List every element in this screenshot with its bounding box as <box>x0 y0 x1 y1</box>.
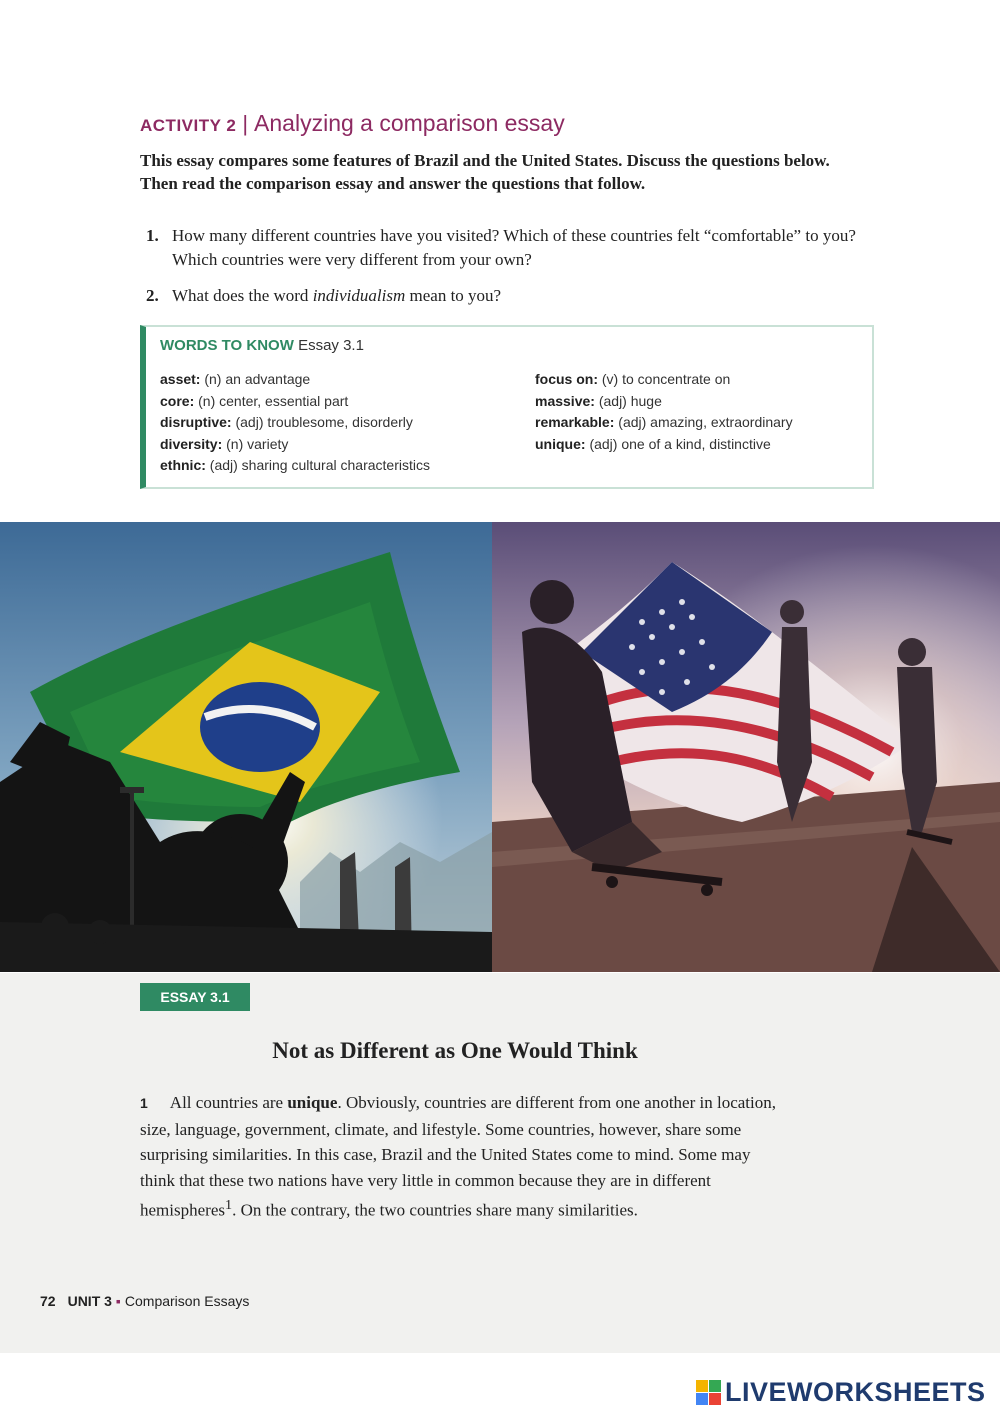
page-number: 72 <box>40 1293 56 1309</box>
vocab-entry <box>535 412 793 434</box>
vocab-term: diversity: <box>160 435 223 452</box>
usa-flag-skateboard-photo <box>492 522 1000 972</box>
words-to-know-label: WORDS TO KNOW <box>160 337 294 354</box>
vocab-term: core: <box>160 392 195 409</box>
activity-instructions: This essay compares some features of Brazil and the United States. Discuss the questions below. Then read the comparison essay and answer the questions that follow. <box>140 151 830 193</box>
question-emphasis: individualism <box>312 286 406 305</box>
vocab-entry <box>535 434 793 456</box>
vocab-entry <box>535 391 793 413</box>
vocab-definition: (adj) sharing cultural characteristics <box>209 457 430 474</box>
paragraph-text: . On the contrary, the two countries share many similarities. <box>232 1200 638 1220</box>
question-text-part: What does the word <box>172 286 313 305</box>
footer-section: Comparison Essays <box>124 1293 250 1309</box>
vocab-entry <box>160 391 430 413</box>
paragraph-text: . Obviously, countries are different from one another in location, size, language, government, climate, and lifestyle. Some countries, however, share some surprising similarities. In this case, Brazil and the United States come to mind. Some may think that these two nations have very little in common because they are in different hemispheres <box>140 1093 777 1220</box>
question-1 <box>146 224 896 272</box>
essay-title: Not as Different as One Would Think <box>272 1038 638 1063</box>
vocab-definition: (adj) troublesome, disorderly <box>235 414 413 431</box>
question-2 <box>146 284 896 308</box>
words-to-know-essay: Essay 3.1 <box>298 337 364 354</box>
words-to-know-heading <box>160 337 364 354</box>
footnote-marker: 1 <box>224 1197 233 1213</box>
essay-badge: ESSAY 3.1 <box>140 983 250 1011</box>
vocab-column-right <box>535 369 793 455</box>
vocab-entry <box>160 412 430 434</box>
liveworksheets-icon <box>696 1380 721 1405</box>
vocab-definition: (n) center, essential part <box>198 392 349 409</box>
liveworksheets-logo[interactable] <box>696 1377 986 1408</box>
vocab-term: disruptive: <box>160 414 232 431</box>
vocab-term: massive: <box>535 392 595 409</box>
words-to-know-box <box>140 325 874 489</box>
activity-heading <box>140 110 565 138</box>
activity-separator: | <box>242 111 249 136</box>
vocab-definition: (adj) one of a kind, distinctive <box>589 435 771 452</box>
paragraph-text: All countries are <box>169 1093 288 1112</box>
vocab-term: focus on: <box>535 371 598 387</box>
question-text <box>172 284 501 308</box>
vocab-definition: (adj) amazing, extraordinary <box>618 414 793 431</box>
vocab-term: asset: <box>160 371 201 387</box>
vocab-entry <box>535 369 793 391</box>
question-number: 1. <box>146 226 159 245</box>
vocab-term: remarkable: <box>535 414 615 431</box>
brazil-flag-photo <box>0 522 492 972</box>
usa-flag-illustration <box>492 522 1000 972</box>
footer-bullet: ▪ <box>115 1293 121 1309</box>
paragraph-number: 1 <box>140 1095 148 1111</box>
vocab-entry <box>160 434 430 456</box>
vocab-term: unique: <box>535 435 586 452</box>
page-footer <box>40 1293 249 1309</box>
liveworksheets-wordmark: LIVEWORKSHEETS <box>725 1377 986 1407</box>
activity-title: Analyzing a comparison essay <box>254 110 565 136</box>
vocab-column-left <box>160 369 430 477</box>
essay-paragraph-1 <box>140 1090 780 1223</box>
question-number: 2. <box>146 286 159 305</box>
brazil-flag-illustration <box>0 522 492 972</box>
vocab-term: ethnic: <box>160 457 206 474</box>
question-text-part: mean to you? <box>405 286 502 305</box>
footer-unit: UNIT 3 <box>67 1293 112 1309</box>
vocab-definition: (n) an advantage <box>204 371 311 387</box>
vocab-definition: (adj) huge <box>598 392 662 409</box>
vocab-definition: (v) to concentrate on <box>601 371 731 387</box>
vocab-entry <box>160 369 430 391</box>
activity-label: ACTIVITY 2 <box>140 116 237 135</box>
discussion-questions <box>146 224 896 320</box>
vocab-entry <box>160 455 430 477</box>
paragraph-bold-word: unique <box>287 1093 338 1112</box>
vocab-definition: (n) variety <box>226 435 289 452</box>
question-text: How many different countries have you visited? Which of these countries felt “comfortable” to you? Which countries were very different from your own? <box>172 226 856 269</box>
